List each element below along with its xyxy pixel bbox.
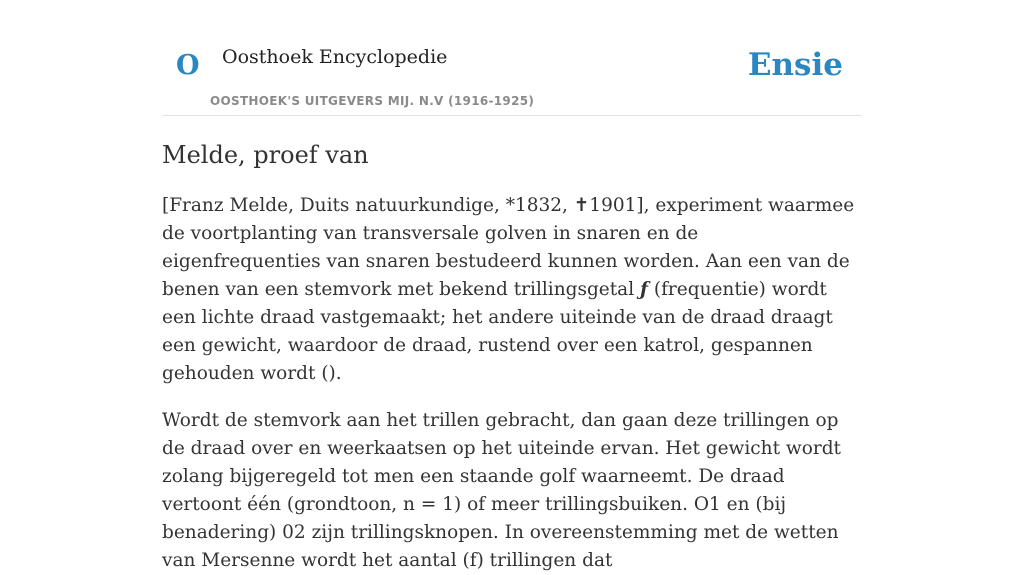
source-header	[162, 0, 862, 116]
content-container	[162, 0, 862, 575]
article-paragraph-2: Wordt de stemvork aan het trillen gebracht, dan gaan deze trillingen op de draad over en weerkaatsen op het uiteinde ervan. Het gewicht wordt zolang bijgeregeld tot men een staande golf waarneemt. De draad vertoont één (grondtoon, n = 1) of meer trillingsbuiken. O1 en (bij benadering) 02 zijn trillingsknopen. In overeenstemming met de wetten van Mersenne wordt het aantal (f) trillingen dat	[162, 410, 841, 571]
paragraph-1-text-end: (frequentie) wordt een lichte draad vastgemaakt; het andere uiteinde van de draad draagt een gewicht, waardoor de draad, rustend over een katrol, gespannen gehouden wordt ().	[162, 279, 833, 384]
paragraph-1-text-start: [Franz Melde, Duits natuurkundige, *1832, ✝1901], experiment waarmee de voortplanting van transversale golven in snaren en de eigenfrequenties van snaren bestudeerd kunnen worden. Aan een van de benen van een stemvork met bekend trillingsgetal	[162, 195, 855, 300]
source-title[interactable]: Oosthoek Encyclopedie	[222, 46, 448, 68]
source-logo-icon: O	[176, 50, 200, 81]
edge-fade	[894, 410, 1024, 450]
ensie-logo-link[interactable]: Ensie	[747, 47, 843, 83]
article-title: Melde, proef van	[162, 141, 369, 169]
source-subtitle: OOSTHOEK'S UITGEVERS MIJ. N.V (1916-1925)	[210, 94, 535, 108]
article-paragraph-1	[162, 192, 862, 388]
frequency-symbol: ƒ	[640, 279, 648, 300]
